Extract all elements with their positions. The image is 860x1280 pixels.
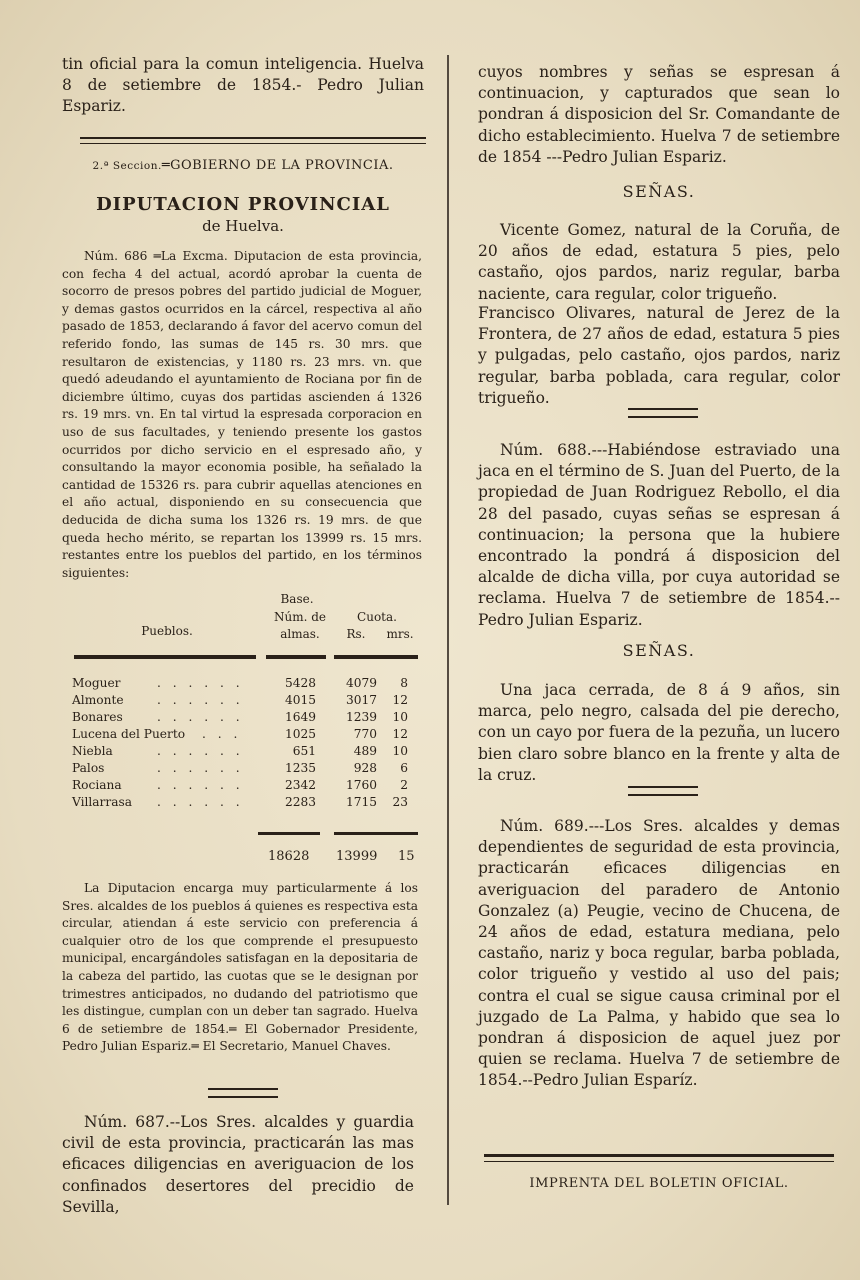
jaca-description: Una jaca cerrada, de 8 á 9 años, sin marca, pelo negro, calsada del pie derecho, con un cayo por fuera de la pezuña, un lucero bien claro sobre blanco en la frente y alta de la cruz. xyxy=(478,681,840,784)
header-pueblos: Pueblos. xyxy=(141,624,193,638)
footer-rule xyxy=(484,1154,834,1162)
table-row xyxy=(62,727,432,744)
section-heading xyxy=(62,158,424,173)
dot-leader: . . . . . . xyxy=(157,778,244,792)
almas-cell: 2283 xyxy=(284,795,316,809)
header-rule xyxy=(334,655,418,659)
section-number: 2.ª Seccion. xyxy=(92,160,162,172)
dot-leader: . . . . . . xyxy=(157,693,244,707)
pueblo-cell: Bonares xyxy=(72,710,123,724)
header-rule xyxy=(74,655,256,659)
mrs-cell: 10 xyxy=(392,744,408,758)
pueblo-cell: Almonte xyxy=(72,693,124,707)
closing-686-paragraph: La Diputacion encarga muy particularmente á los Sres. alcaldes de los pueblos á quienes es respectiva esta circular, atiendan á este servicio con preferencia á cualquier otro de los que comprende el presupuesto municipal, encargándoles satisfagan en la depositaria de la cabeza del partido, las cuotas que se le designan por trimestres anticipados, no dudando del patriotismo que les distingue, cumplan con un deber tan sagrado. Huelva 6 de setiembre de 1854.═ El Gobernador Presidente, Pedro Julian Espariz.═ El Secretario, Manuel Chaves. xyxy=(62,881,418,1054)
table-row xyxy=(62,710,432,727)
dot-leader: . . . . . . xyxy=(157,710,244,724)
diputacion-subtitle: de Huelva. xyxy=(202,217,284,235)
mrs-cell: 8 xyxy=(400,676,408,690)
num688-paragraph: Núm. 688.---Habiéndose estraviado una jaca en el término de S. Juan del Puerto, de la propiedad de Juan Rodriguez Rebollo, el dia 28 del pasado, cuyas señas se espresan á continuacion; la persona que la hubiere encontrado la pondrá á disposicion del alcalde de dicha villa, por cuya autoridad se reclama. Huelva 7 de setiembre de 1854.--Pedro Julian Espariz. xyxy=(478,441,840,629)
header-almas: almas. xyxy=(280,627,320,641)
table-row xyxy=(62,795,432,812)
diputacion-title: DIPUTACION PROVINCIAL xyxy=(96,194,390,215)
table-row xyxy=(62,676,432,693)
almas-cell: 651 xyxy=(292,744,316,758)
pueblo-cell: Lucena del Puerto xyxy=(72,727,186,741)
header-cuota: Cuota. xyxy=(357,610,397,624)
intro-paragraph: tin oficial para la comun inteligencia. Huelva 8 de setiembre de 1854.- Pedro Julian Espariz. xyxy=(62,55,424,116)
rs-cell: 1239 xyxy=(345,710,377,724)
almas-cell: 1235 xyxy=(284,761,316,775)
header-mrs: mrs. xyxy=(386,627,414,641)
total-rs: 13999 xyxy=(336,849,378,864)
mrs-cell: 12 xyxy=(392,727,408,741)
table-row xyxy=(62,744,432,761)
table-row xyxy=(62,693,432,710)
total-mrs: 15 xyxy=(398,849,415,864)
vicente-description: Vicente Gomez, natural de la Coruña, de 20 años de edad, estatura 5 pies, pelo castaño, ojos pardos, nariz regular, barba naciente, cara regular, color trigueño. xyxy=(478,221,840,303)
separator-ornament xyxy=(628,408,698,418)
rs-cell: 489 xyxy=(353,744,377,758)
francisco-description: Francisco Olivares, natural de Jerez de la Frontera, de 27 años de edad, estatura 5 pies y pulgadas, pelo castaño, ojos pardos, nariz regular, barba poblada, cara regular, color trigueño. xyxy=(478,304,840,407)
total-almas: 18628 xyxy=(268,849,310,864)
header-rule xyxy=(266,655,326,659)
rs-cell: 3017 xyxy=(345,693,377,707)
dot-leader: . . . . . . xyxy=(157,744,244,758)
total-rule xyxy=(334,832,418,835)
almas-cell: 5428 xyxy=(284,676,316,690)
rs-cell: 1715 xyxy=(345,795,377,809)
rs-cell: 770 xyxy=(353,727,377,741)
separator-ornament xyxy=(208,1088,278,1098)
rs-cell: 1760 xyxy=(345,778,377,792)
mrs-cell: 10 xyxy=(392,710,408,724)
pueblo-cell: Rociana xyxy=(72,778,122,792)
dot-leader: . . . . . . xyxy=(157,795,244,809)
header-num: Núm. de xyxy=(273,610,327,624)
almas-cell: 1025 xyxy=(284,727,316,741)
almas-cell: 1649 xyxy=(284,710,316,724)
num689-paragraph: Núm. 689.---Los Sres. alcaldes y demas dependientes de seguridad de esta provincia, practicarán eficaces diligencias en averiguacion del paradero de Antonio Gonzalez (a) Peugie, vecino de Chucena, de 24 años de edad, estatura mediana, pelo castaño, nariz y boca regular, barba poblada, color trigueño y vestido al uso del pais; contra el cual se sigue causa criminal por el juzgado de La Palma, y habido que sea lo pondran á disposicion de aquel juez por quien se reclama. Huelva 7 de setiembre de 1854.--Pedro Julian Esparíz. xyxy=(478,817,840,1090)
table-row xyxy=(62,778,432,795)
header-rs: Rs. xyxy=(346,627,366,641)
cuota-table xyxy=(62,590,432,870)
pueblo-cell: Palos xyxy=(72,761,105,775)
almas-cell: 2342 xyxy=(284,778,316,792)
senas-heading-2: SEÑAS. xyxy=(622,641,696,660)
num687-paragraph-start: Núm. 687.--Los Sres. alcaldes y guardia civil de esta provincia, practicarán las mas eficaces diligencias en averiguacion de los confinados desertores del precidio de Sevilla, xyxy=(62,1113,414,1216)
senas-heading-1: SEÑAS. xyxy=(622,182,696,201)
rs-cell: 928 xyxy=(353,761,377,775)
num686-paragraph: Núm. 686 ═La Excma. Diputacion de esta provincia, con fecha 4 del actual, acordó aprobar la cuenta de socorro de presos pobres del partido judicial de Moguer, y demas gastos ocurridos en la cárcel, respectiva al año pasado de 1853, declarando á favor del acervo comun del referido fondo, las sumas de 145 rs. 30 mrs. que resultaron de existencias, y 1180 rs. 23 mrs. vn. que quedó adeudando el ayuntamiento de Rociana por fin de diciembre último, cuyas dos partidas ascienden á 1326 rs. 19 mrs. vn. En tal virtud la espresada corporacion en uso de sus facultades, y teniendo presente los gastos ocurridos por dicho servicio en el espresado año, y consultando la mayor economia posible, ha señalado la cantidad de 15326 rs. para cubrir aquellas atenciones en el año actual, disponiendo en su consecuencia que deducida de dicha suma los 1326 rs. 19 mrs. de que queda hecho mérito, se repartan los 13999 rs. 15 mrs. restantes entre los pueblos del partido, en los términos siguientes: xyxy=(62,249,422,580)
table-row xyxy=(62,761,432,778)
pueblo-cell: Moguer xyxy=(72,676,121,690)
pueblo-cell: Villarrasa xyxy=(72,795,132,809)
rs-cell: 4079 xyxy=(345,676,377,690)
mrs-cell: 23 xyxy=(392,795,408,809)
header-base: Base. xyxy=(280,592,314,606)
dot-leader: . . . . . . xyxy=(157,676,244,690)
separator-ornament xyxy=(628,786,698,796)
total-rule xyxy=(258,832,320,835)
almas-cell: 4015 xyxy=(284,693,316,707)
num687-paragraph-end: cuyos nombres y señas se espresan á continuacion, y capturados que sean lo pondran á disposicion del Sr. Comandante de dicho establecimiento. Huelva 7 de setiembre de 1854 ---Pedro Julian Espariz. xyxy=(478,63,840,166)
section-rule xyxy=(80,137,426,144)
pueblo-cell: Niebla xyxy=(72,744,113,758)
section-title: ═GOBIERNO DE LA PROVINCIA. xyxy=(161,158,394,173)
mrs-cell: 2 xyxy=(400,778,408,792)
dot-leader: . . . xyxy=(202,727,242,741)
dot-leader: . . . . . . xyxy=(157,761,244,775)
mrs-cell: 12 xyxy=(392,693,408,707)
mrs-cell: 6 xyxy=(400,761,408,775)
imprenta-footer: IMPRENTA DEL BOLETIN OFICIAL. xyxy=(529,1176,789,1191)
column-divider xyxy=(447,55,449,1205)
